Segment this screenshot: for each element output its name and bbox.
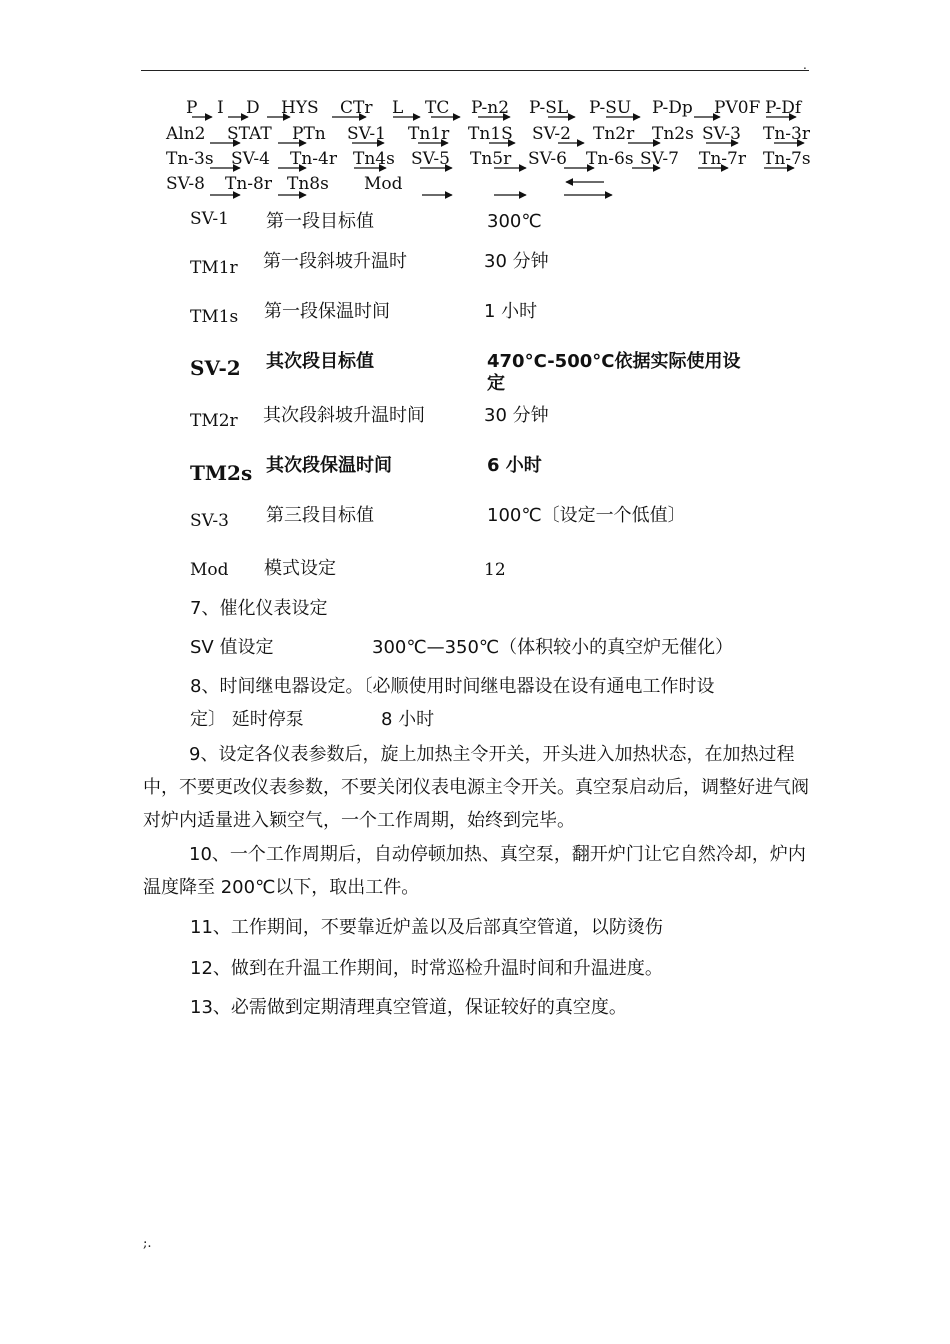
setting-code: SV-1 <box>190 209 229 229</box>
section8-line2-label: 定〕 延时停泵 <box>190 709 304 730</box>
param-token: SV-8 <box>166 174 205 194</box>
param-token: Tn1r <box>408 124 450 144</box>
section8-line2-value: 8 小时 <box>381 709 435 730</box>
setting-desc: 第一段保温时间 <box>264 301 390 322</box>
section7-value: 300℃—350℃（体积较小的真空炉无催化） <box>372 637 734 658</box>
setting-value: 300℃ <box>487 211 542 232</box>
param-token: SV-3 <box>702 124 741 144</box>
setting-value: 100℃〔设定一个低值〕 <box>487 505 686 526</box>
setting-value: 30 分钟 <box>484 251 549 272</box>
setting-value: 6 小时 <box>487 455 542 476</box>
param-token: CTr <box>340 98 373 118</box>
param-token: L <box>392 98 404 118</box>
param-token: SV-1 <box>347 124 386 144</box>
section8-line1: 8、时间继电器设定。〔必顺使用时间继电器设在设有通电工作时设 <box>190 676 715 697</box>
param-token: Aln2 <box>166 124 206 144</box>
param-token: Tn2r <box>593 124 635 144</box>
param-token: Tn-3s <box>166 149 214 169</box>
param-token: Tn-4r <box>290 149 337 169</box>
setting-desc: 其次段斜坡升温时间 <box>263 405 425 426</box>
note-11: 11、工作期间，不要靠近炉盖以及后部真空管道，以防烫伤 <box>190 917 663 938</box>
param-token: P-Dp <box>652 98 693 118</box>
setting-code: SV-3 <box>190 511 229 531</box>
param-token: HYS <box>281 98 319 118</box>
setting-desc: 第一段斜坡升温时 <box>263 251 407 272</box>
setting-desc: 第一段目标值 <box>266 211 374 232</box>
setting-value: 470°C-500°C依据实际使用设定 <box>487 351 741 394</box>
param-token: I <box>217 98 224 118</box>
setting-desc: 第三段目标值 <box>266 505 374 526</box>
header-rule <box>141 70 809 71</box>
param-token: TC <box>425 98 450 118</box>
param-token: Tn-7s <box>763 149 811 169</box>
param-token: P-n2 <box>471 98 510 118</box>
param-token: P <box>186 98 198 118</box>
param-token: SV-6 <box>528 149 567 169</box>
section7-label: SV 值设定 <box>190 637 274 658</box>
setting-code: TM2r <box>190 411 238 431</box>
param-token: Tn-8r <box>225 174 272 194</box>
section7-title: 7、催化仪表设定 <box>190 598 328 619</box>
setting-value: 30 分钟 <box>484 405 549 426</box>
param-token: D <box>246 98 260 118</box>
param-token: Mod <box>364 174 403 194</box>
param-token: SV-4 <box>231 149 270 169</box>
param-token: Tn-6s <box>586 149 634 169</box>
paragraph-9-text: 9、设定各仪表参数后，旋上加热主令开关，开头进入加热状态，在加热过程中，不要更改仪表参数，不要关闭仪表电源主令开关。真空泵启动后，调整好进气阀对炉内适量进入颖空气，一个工作周期，始终到完毕。 <box>143 744 809 831</box>
setting-code: SV-2 <box>190 356 241 380</box>
param-token: Tn-3r <box>763 124 810 144</box>
param-token: SV-7 <box>640 149 679 169</box>
setting-code: Mod <box>190 560 229 580</box>
paragraph-9 <box>143 738 819 837</box>
header-corner-mark: . <box>803 58 807 72</box>
setting-desc: 模式设定 <box>264 558 336 579</box>
param-token: Tn2s <box>652 124 694 144</box>
setting-code: TM1s <box>190 307 239 327</box>
param-token: PTn <box>292 124 326 144</box>
param-token: P-SL <box>529 98 569 118</box>
param-token: Tn1S <box>468 124 513 144</box>
paragraph-10-text: 10、一个工作周期后，自动停顿加热、真空泵，翻开炉门让它自然冷却，炉内温度降至 200℃以下，取出工件。 <box>143 844 806 898</box>
param-token: PV0F <box>714 98 761 118</box>
param-token: P-Df <box>765 98 802 118</box>
param-token: STAT <box>227 124 272 144</box>
setting-code: TM1r <box>190 258 238 278</box>
setting-value: 12 <box>484 560 506 580</box>
setting-value: 1 小时 <box>484 301 538 322</box>
param-token: Tn-7r <box>699 149 746 169</box>
note-13: 13、必需做到定期清理真空管道，保证较好的真空度。 <box>190 997 627 1018</box>
param-token: Tn5r <box>470 149 512 169</box>
param-token: Tn4s <box>353 149 395 169</box>
setting-desc: 其次段目标值 <box>266 351 374 372</box>
setting-code: TM2s <box>190 461 253 485</box>
paragraph-10 <box>143 838 819 904</box>
note-12: 12、做到在升温工作期间，时常巡检升温时间和升温进度。 <box>190 958 663 979</box>
footer-mark: ;. <box>143 1236 152 1251</box>
param-token: P-SU <box>589 98 632 118</box>
param-token: SV-5 <box>411 149 450 169</box>
setting-desc: 其次段保温时间 <box>266 455 392 476</box>
param-token: SV-2 <box>532 124 571 144</box>
param-token: Tn8s <box>287 174 329 194</box>
